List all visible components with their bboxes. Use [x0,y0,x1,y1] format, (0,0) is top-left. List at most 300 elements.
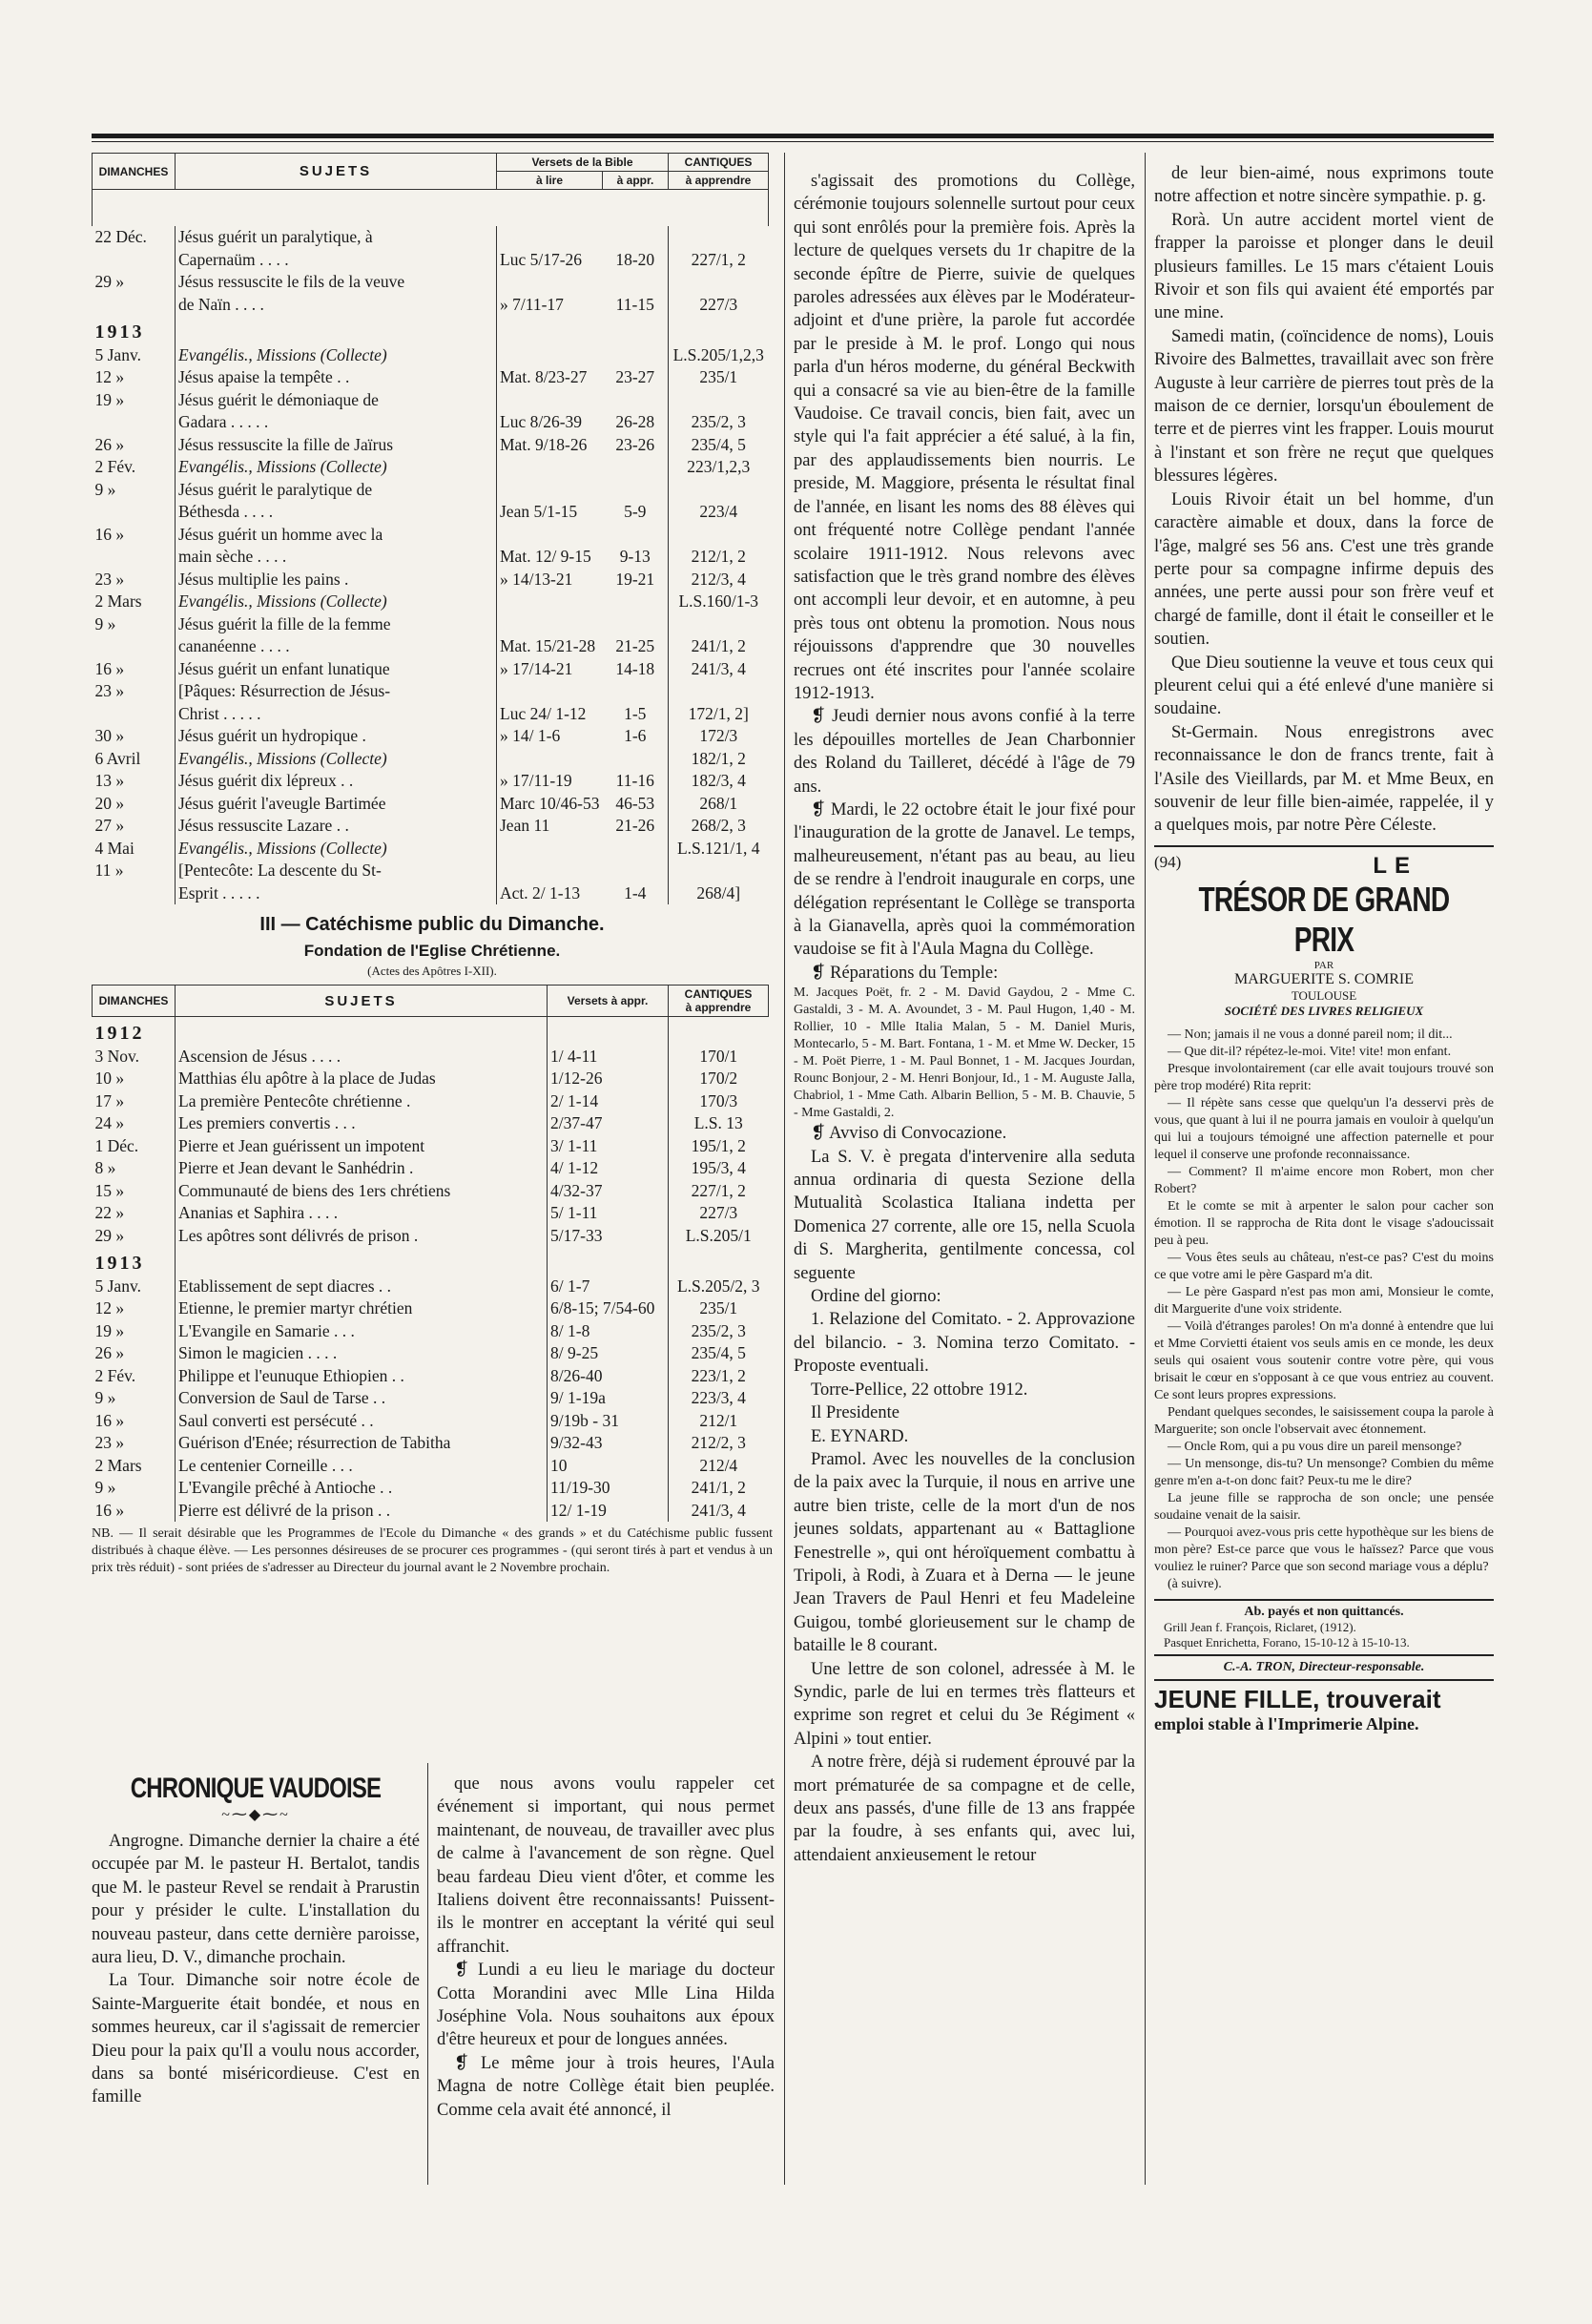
date-cell: 9 » [94,613,116,633]
date-cell: 9 » [94,1388,116,1407]
section-note: (Actes des Apôtres I-XII). [367,964,497,978]
date-cell: 1 Déc. [94,1135,139,1155]
hymn-cell: 268/4] [669,882,769,905]
paragraph: que nous avons voulu rappeler cet événement si important, qui nous permet maintenant, de nouveau, de travailler avec plus de calme à l'avancement de son règne. Quel beau fardeau Dieu vient d'ôter, et comme les Italiens doivent être reconnaissants! Puissent-ils le montrer en acceptant la vérité qui seul affranchit. [437,1774,775,1957]
verses-cell: 10 [550,1455,568,1475]
memorize-cell [603,344,669,367]
subject-cell: Etablissement de sept diacres . . [176,1276,548,1298]
verses-cell: 3/ 1-11 [550,1135,598,1155]
subject-cell: main sèche . . . . [176,546,497,569]
hymn-cell: 182/1, 2 [669,748,769,771]
hymn-cell: 241/1, 2 [669,635,769,658]
subject-cell: Christ . . . . . [176,703,497,726]
subject-cell: Le centenier Corneille . . . [176,1455,548,1478]
verses-cell: 9/32-43 [550,1433,603,1452]
date-cell: 20 » [94,793,125,813]
header-sujets: SUJETS [176,154,497,190]
memorize-cell [603,226,669,249]
reading-cell: Mat. 12/ 9-15 [500,547,591,566]
feuilleton-paragraph: — Un mensonge, dis-tu? Un mensonge? Combien du même genre m'en a-t-on donc fait? Peux-tu me le dire? [1154,1456,1494,1488]
hymn-cell: L.S.205/1,2,3 [669,344,769,367]
subject-cell: L'Evangile prêché à Antioche . . [176,1477,548,1500]
feuilleton-paragraph: Presque involontairement (car elle avait toujours trouvé son père trop modéré) Rita reprit: [1154,1061,1494,1093]
hymn-cell [669,479,769,502]
subject-cell: Saul converti est persécuté . . [176,1410,548,1433]
header-dimanches: DIMANCHES [93,986,176,1017]
subject-cell: La première Pentecôte chrétienne . [176,1090,548,1113]
verses-cell: 5/ 1-11 [550,1203,598,1222]
table-row [93,1180,769,1203]
memorize-cell: 1-5 [624,703,647,723]
subject-cell: Jésus guérit un paralytique, à [176,226,497,249]
feuilleton-paragraph: — Vous êtes seuls au château, n'est-ce pas? C'est du moins ce que votre ami le père Gaspard m'a dit. [1154,1250,1494,1282]
hymn-cell: L.S.121/1, 4 [669,838,769,861]
table-row [93,479,769,502]
hymn-cell: 241/3, 4 [669,658,769,681]
paragraph: ❡ Réparations du Temple: [811,963,999,983]
table-row [93,1320,769,1343]
subject-cell: Pierre et Jean guérissent un impotent [176,1135,548,1158]
table-row [93,770,769,793]
header-sujets: SUJETS [176,986,548,1017]
memorize-cell: 21-25 [615,636,655,655]
table-row [93,1225,769,1248]
date-cell: 15 » [94,1180,125,1200]
table-row [93,226,769,249]
memorize-cell [603,613,669,636]
reading-cell: Luc 8/26-39 [500,412,583,431]
subject-cell: Pierre est délivré de la prison . . [176,1500,548,1523]
column-divider [1145,153,1146,2185]
paragraph: ❡ Le même jour à trois heures, l'Aula Magna de notre Collège était bien peuplée. Comme cela avait été annoncé, il [437,2053,775,2120]
verses-cell: 12/ 1-19 [550,1500,607,1520]
hymn-cell [669,860,769,882]
verses-cell: 2/ 1-14 [550,1090,599,1110]
table-row [93,344,769,367]
hymn-cell: 182/3, 4 [669,770,769,793]
verses-cell: 11/19-30 [550,1478,610,1497]
table-row [93,456,769,479]
reading-cell [497,479,603,502]
hymn-cell: 235/1 [669,1297,769,1320]
date-cell: 27 » [94,816,125,835]
memorize-cell: 9-13 [619,547,651,566]
date-cell: 22 Déc. [94,227,147,246]
date-cell: 24 » [94,1113,125,1132]
header-a-lire: à lire [497,172,603,190]
feuilleton-paragraph: Et le comte se mit à arpenter le salon pour cacher son émotion. Il se rapprocha de Rita dont le visage s'adoucissait peu à peu. [1154,1198,1494,1248]
reading-cell [497,613,603,636]
paragraph: Pramol. Avec les nouvelles de la conclusion de la paix avec la Turquie, il nous en arrive une autre bien triste, celle de la mort d'un de nos jeunes soldats, appartenant au « Battaglione Fenestrelle », qui ont héroïquement combattu à Tripoli, à Rodi, à Zuara et à Derna — le jeune Jean Travers de Paul Henri et feu Madeleine Guigou, tombé glorieusement sur le champ de bataille le 8 courant. [794,1449,1135,1656]
chronique-col1 [92,1763,420,2183]
subject-cell: Béthesda . . . . [176,501,497,524]
reading-cell: » 14/13-21 [500,569,573,589]
top-rule-thin [92,141,1494,142]
notice-ab: Ab. payés et non quittancés. [1244,1604,1404,1619]
hymn-cell [669,680,769,703]
table-row [93,1500,769,1523]
subject-cell: Esprit . . . . . [176,882,497,905]
feuilleton-author: MARGUERITE S. COMRIE [1233,970,1414,987]
memorize-cell [603,479,669,502]
feuilleton-paragraph: — Pourquoi avez-vous pris cette hypothèque sur les biens de mon père? Est-ce parce que vous le haïssez? Parce que vous vouliez le ruiner? Parce que son second mariage vous a déplu? [1154,1525,1494,1574]
memorize-cell [603,591,669,613]
reading-cell: Mat. 15/21-28 [500,636,596,655]
hymn-cell: 172/1, 2] [669,703,769,726]
feuilleton-paragraph: — Il répète sans cesse que quelqu'un l'a desservi près de vous, que quant à lui il ne pourra jamais en vouloir à quelqu'un qui lui a toujours témoigné une affection paternelle et pour lequel il conserve une profonde reconnaissance. [1154,1095,1494,1162]
date-cell: 29 » [94,1225,125,1245]
reading-cell [497,226,603,249]
reading-cell: » 7/11-17 [500,294,564,314]
paragraph: ❡ Mardi, le 22 octobre était le jour fixé pour l'inauguration de la grotte de Janavel. Le temps, malheureusement, n'étant pas au beau, au lieu de se rendre à l'endroit inaugurale en corps, une délégation représentant le Collège se transporta à la Gianavella, après quoi la commémoration vaudoise se fit à l'Aula Magna du Collège. [794,799,1135,960]
table-row [93,1432,769,1455]
date-cell: 6 Avril [94,748,141,768]
table-row [93,249,769,272]
feuilleton-publisher: SOCIÉTÉ DES LIVRES RELIGIEUX [1224,1003,1424,1018]
paragraph: ❡ Jeudi dernier nous avons confié à la terre les dépouilles mortelles de Jean Charbonnier des Roland du Tailleret, décédé à l'âge de 79 ans. [794,707,1135,797]
date-cell [93,411,176,434]
paragraph: E. EYNARD. [811,1426,909,1446]
table-row [93,501,769,524]
memorize-cell: 11-15 [615,294,654,314]
hymn-cell [669,389,769,412]
table-row [93,1455,769,1478]
subject-cell: Pierre et Jean devant le Sanhédrin . [176,1157,548,1180]
table-row [93,271,769,294]
subject-cell: Jésus guérit l'aveugle Bartimée [176,793,497,816]
memorize-cell: 26-28 [615,412,655,431]
subject-cell: Jésus guérit un enfant lunatique [176,658,497,681]
hymn-cell: L.S.205/1 [669,1225,769,1248]
memorize-cell: 1-6 [624,726,647,745]
reading-cell [497,456,603,479]
verses-cell: 8/ 1-8 [550,1320,590,1340]
reading-cell [497,344,603,367]
table-row [93,1135,769,1158]
paragraph: Louis Rivoir était un bel homme, d'un caractère aimable et doux, dans la force de l'âge, malgré ses 56 ans. C'est une très grande perte pour sa compagne infirme depuis des années, une perte aussi pour son frère veuf et chargé de famille, dont il était le conseiller et le soutien. [1154,489,1494,650]
memorize-cell [603,748,669,771]
table-row [93,815,769,838]
date-cell: 16 » [94,1500,125,1520]
subject-cell: Jésus guérit le démoniaque de [176,389,497,412]
hymn-cell: 172/3 [669,725,769,748]
right-column [1154,162,1494,2185]
verses-cell: 4/ 1-12 [550,1158,599,1177]
date-cell [93,294,176,317]
subject-cell: Matthias élu apôtre à la place de Judas [176,1068,548,1090]
feuilleton-paragraph: — Voilà d'étranges paroles! On m'a donné à entendre que lui et Mme Corvietti étaient vos seuls amis en ce monde, les deux seuls qui osaient vous soutenir contre votre père, qui vous brisait le cœur en s'opposant à ce que vous entriez au couvent. Ce sont leurs propres expressions. [1154,1318,1494,1402]
reading-cell: Luc 5/17-26 [500,249,583,269]
date-cell: 10 » [94,1069,125,1088]
date-cell: 4 Mai [94,838,134,858]
header-a-appr: à appr. [603,172,669,190]
date-cell: 3 Nov. [94,1046,140,1066]
hymn-cell: 268/1 [669,793,769,816]
verses-cell: 8/ 9-25 [550,1343,599,1362]
hymn-cell: 227/1, 2 [669,1180,769,1203]
year-label: 1912 [94,1023,145,1044]
column-divider [784,153,785,2185]
hymn-cell: 212/1 [669,1410,769,1433]
hymn-cell: 235/2, 3 [669,411,769,434]
date-cell: 16 » [94,1410,125,1430]
header-cantiques: CANTIQUES [669,154,769,172]
year-label: 1913 [94,1253,145,1274]
feuilleton-paragraph: — Le père Gaspard n'est pas mon ami, Monsieur le comte, dit Marguerite d'une voix stridente. [1154,1284,1494,1317]
feuilleton-paragraph: La jeune fille se rapprocha de son oncle; une pensée soudaine venait de la saisir. [1154,1490,1494,1523]
paragraph: Torre-Pellice, 22 ottobre 1912. [811,1380,1028,1400]
date-cell: 9 » [94,1478,116,1497]
table-row [93,316,769,344]
date-cell: 12 » [94,1298,125,1318]
memorize-cell [603,680,669,703]
schedule-column [92,153,773,1765]
paragraph: ❡ Lundi a eu lieu le mariage du docteur Cotta Morandini avec Mlle Lina Hilda Joséphine Vola. Nous souhaitons aux époux d'être heureux et pour de longues années. [437,1961,775,2050]
memorize-cell: 1-4 [624,882,647,903]
date-cell [93,635,176,658]
hymn-cell [669,613,769,636]
table-row [93,838,769,861]
subject-cell: [Pâques: Résurrection de Jésus- [176,680,497,703]
reading-cell: Marc 10/46-53 [500,793,600,813]
paragraph: Que Dieu soutienne la veuve et tous ceux qui pleurent celui qui a été enlevé d'une manière si soudaine. [1154,653,1494,719]
news-column [794,170,1135,2183]
verses-cell: 9/ 1-19a [550,1388,606,1407]
divider [1154,845,1494,847]
chronique-title: CHRONIQUE VAUDOISE [130,1773,382,1804]
date-cell: 23 » [94,1433,125,1452]
subject-cell: Ananias et Saphira . . . . [176,1202,548,1225]
reading-cell: Jean 5/1-15 [500,502,578,521]
hymn-cell: 227/3 [669,1202,769,1225]
table-row [93,1017,769,1046]
date-cell: 17 » [94,1090,125,1110]
catechism-table [92,985,769,1522]
memorize-cell [603,838,669,861]
hymn-cell: 235/4, 5 [669,434,769,457]
memorize-cell: 21-26 [615,816,655,835]
verses-cell: 2/37-47 [550,1113,603,1132]
paragraph: Rorà. Un autre accident mortel vient de frapper la paroisse et plonger dans le deuil plusieurs familles. Le 15 mars c'étaient Louis Rivoir et son fils qui avaient été emportés par une mine. [1154,210,1494,323]
memorize-cell: 23-26 [615,434,655,454]
date-cell: 22 » [94,1203,125,1222]
date-cell: 12 » [94,367,125,386]
hymn-cell [669,524,769,547]
verses-cell: 8/26-40 [550,1365,603,1385]
header-versets: Versets de la Bible [497,154,669,172]
header-dimanches: DIMANCHES [93,154,176,190]
hymn-cell: 223/1,2,3 [669,456,769,479]
date-cell: 13 » [94,771,125,790]
table-row [93,860,769,882]
subject-cell: Communauté de biens des 1ers chrétiens [176,1180,548,1203]
hymn-cell: 170/3 [669,1090,769,1113]
jeune-fille-heading: JEUNE FILLE, trouverait [1154,1684,1441,1713]
chronique-col2 [437,1773,775,2183]
table-row [93,1112,769,1135]
subject-cell: Jésus guérit le paralytique de [176,479,497,502]
header-cantiques [669,986,769,1017]
date-cell: 19 » [94,1320,125,1340]
ornament: ~⁓◆⁓~ [221,1807,290,1823]
date-cell: 19 » [94,389,125,409]
date-cell [93,249,176,272]
verses-cell: 5/17-33 [550,1225,603,1245]
reading-cell: Luc 24/ 1-12 [500,703,587,723]
reading-cell [497,860,603,882]
hymn-cell: 227/1, 2 [669,249,769,272]
feuilleton-par: PAR [1313,959,1334,971]
memorize-cell: 19-21 [615,569,655,589]
memorize-cell [603,860,669,882]
paragraph: 1. Relazione del Comitato. - 2. Approvazione del bilancio. - 3. Nomina terzo Comitato. - Proposte eventuali. [794,1310,1135,1377]
hymn-cell: 235/2, 3 [669,1320,769,1343]
table-row [93,882,769,905]
paragraph: ❡ Avviso di Convocazione. [811,1124,1007,1144]
sunday-school-table [92,153,769,904]
hymn-cell: 223/4 [669,501,769,524]
date-cell: 30 » [94,726,125,745]
reading-cell [497,838,603,861]
notice-line: Pasquet Enrichetta, Forano, 15-10-12 à 15-10-13. [1164,1634,1410,1650]
date-cell: 16 » [94,658,125,678]
table-row [93,1297,769,1320]
hymn-cell: 227/3 [669,294,769,317]
year-label: 1913 [94,322,145,342]
subject-cell: de Naïn . . . . [176,294,497,317]
hymn-cell: L.S. 13 [669,1112,769,1135]
subject-cell: Gadara . . . . . [176,411,497,434]
hymn-cell: 235/4, 5 [669,1342,769,1365]
date-cell: 8 » [94,1158,116,1177]
hymn-cell: 235/1 [669,366,769,389]
table-row [93,635,769,658]
header-a-apprendre: à apprendre [685,1001,752,1014]
subject-cell: cananéenne . . . . [176,635,497,658]
date-cell: 2 Mars [94,1455,142,1475]
table-row [93,1276,769,1298]
feuilleton-paragraph: — Oncle Rom, qui a pu vous dire un pareil mensonge? [1168,1439,1462,1454]
table-row [93,613,769,636]
subject-cell: Philippe et l'eunuque Ethiopien . . [176,1365,548,1388]
hymn-cell: 268/2, 3 [669,815,769,838]
table-row [93,569,769,591]
reading-cell: » 17/14-21 [500,658,573,678]
hymn-cell: L.S.160/1-3 [669,591,769,613]
hymn-cell: 170/2 [669,1068,769,1090]
subject-cell: Jésus ressuscite le fils de la veuve [176,271,497,294]
reading-cell: » 14/ 1-6 [500,726,561,745]
table-row [93,748,769,771]
feuilleton-head [1154,853,1494,880]
subject-cell: Evangélis., Missions (Collecte) [176,748,497,771]
memorize-cell [603,271,669,294]
table-row [93,680,769,703]
table-row [93,546,769,569]
reading-cell: Mat. 9/18-26 [500,434,588,454]
table-row [93,389,769,412]
header-cantiques-label: CANTIQUES [684,987,753,1001]
table-row [93,294,769,317]
date-cell [93,546,176,569]
memorize-cell: 18-20 [615,249,655,269]
memorize-cell [603,389,669,412]
subject-cell: Jésus guérit la fille de la femme [176,613,497,636]
subject-cell: L'Evangile en Samarie . . . [176,1320,548,1343]
paragraph: A notre frère, déjà si rudement éprouvé par la mort prématurée de sa compagne et de celle, deux ans passés, d'une fille de 13 ans frappée par la foudre, à ses enfants qui, avec lui, attendaient anxieusement le retour [794,1753,1135,1865]
table-row [93,703,769,726]
verses-cell: 6/ 1-7 [550,1276,590,1296]
reading-cell [497,680,603,703]
memorize-cell: 5-9 [624,502,647,521]
nb-note: NB. — Il serait désirable que les Programmes de l'Ecole du Dimanche « des grands » et du Catéchisme public fussent distribués à chaque élève. — Les personnes désireuses de se procurer ces programmes - (qui seront tirés à part et vendus à un prix très réduit) - sont priées de s'adresser au Directeur du journal avant le 2 Novembre prochain. [92,1526,773,1575]
paragraph: La Tour. Dimanche soir notre école de Sainte-Marguerite était bondée, et nous en sommes heureux, car il s'agissait de remercier Dieu pour la paix qu'Il a voulu nous accorder, dans sa bonté miséricordieuse. C'est en famille [92,1971,420,2107]
date-cell: 5 Janv. [94,1276,141,1296]
paragraph: Une lettre de son colonel, adressée à M. le Syndic, parle de lui en termes très flatteurs et exprime son regret et celui du 3e Régiment « Alpini » tout entier. [794,1659,1135,1749]
hymn-cell: 212/4 [669,1455,769,1478]
subject-cell: Les apôtres sont délivrés de prison . [176,1225,548,1248]
reading-cell [497,524,603,547]
table-row [93,1157,769,1180]
hymn-cell: 212/3, 4 [669,569,769,591]
date-cell: 29 » [94,272,125,291]
subject-cell: Etienne, le premier martyr chrétien [176,1297,548,1320]
reading-cell [497,389,603,412]
table-row [93,793,769,816]
subject-cell: Jésus apaise la tempête . . [176,366,497,389]
hymn-cell: 170/1 [669,1046,769,1069]
section-subtitle: Fondation de l'Eglise Chrétienne. [303,942,561,960]
date-cell: 26 » [94,1343,125,1362]
divider [1154,1679,1494,1681]
table-row [93,1202,769,1225]
feuilleton-le: LE [1373,852,1417,879]
paragraph: s'agissait des promotions du Collège, cérémonie toujours solennelle surtout pour ceux qui sont enrôlés pour la première fois. Après la lecture de quelques versets du 1r chapitre de la seconde épître de Pierre, suivie de quelques paroles adressées aux élèves par le Modérateur-adjoint et d'une prière, la parole fut accordée par le preside à M. le prof. Longo qui nous parla d'un héros moderne, du général Beckwith qui a consacré sa vie au bien-être de la famille Vaudoise. Ce travail concis, bien fait, avec un style qui l'a fait apprécier a été salué, à la fin, par des applaudissements bien nourris. Le preside, M. Maggiore, présenta le résultat final de l'année, en lisant les noms des 88 élèves qui ont fréquenté notre Collège pendant l'année scolaire 1911-1912. Nous relevons avec satisfaction que le très grand nombre des élèves ont accompli leur devoir, et en automne, à peu près tous ont obtenu la promotion. Nous nous réjouissons d'apprendre que 30 nouvelles recrues ont été inscrites pour l'année scolaire 1912-1913. [794,172,1135,703]
paragraph: Il Presidente [811,1403,899,1423]
hymn-cell: 212/2, 3 [669,1432,769,1455]
notice-line: Grill Jean f. François, Riclaret, (1912). [1164,1619,1356,1634]
date-cell [93,703,176,726]
paragraph: Samedi matin, (coïncidence de noms), Louis Rivoire des Balmettes, travaillait avec son frère Auguste à leur carrière de pierres tout près de la maison de ce dernier, lorsqu'un éboulement de terre et de pierres vint les frapper. Louis mourut à l'instant et son frère ne reçut que quelques blessures légères. [1154,326,1494,487]
subject-cell: Jésus ressuscite Lazare . . [176,815,497,838]
subject-cell: Guérison d'Enée; résurrection de Tabitha [176,1432,548,1455]
table-row [93,411,769,434]
date-cell: 16 » [94,524,125,544]
verses-cell: 1/12-26 [550,1069,603,1088]
subject-cell: Evangélis., Missions (Collecte) [176,344,497,367]
subject-cell: Les premiers convertis . . . [176,1112,548,1135]
subject-cell: Capernaüm . . . . [176,249,497,272]
hymn-cell: 241/1, 2 [669,1477,769,1500]
table-row [93,1247,769,1276]
table-row [93,1068,769,1090]
table-row [93,366,769,389]
section-title: III — Catéchisme public du Dimanche. [259,914,605,935]
subject-cell: Jésus guérit dix lépreux . . [176,770,497,793]
subject-cell: Jésus ressuscite la fille de Jaïrus [176,434,497,457]
subject-cell: Jésus guérit un hydropique . [176,725,497,748]
reading-cell [497,271,603,294]
feuilleton-city: TOULOUSE [1291,987,1357,1003]
header-versets: Versets à appr. [548,986,669,1017]
verses-cell: 4/32-37 [550,1180,603,1200]
feuilleton-title: TRÉSOR DE GRAND PRIX [1198,879,1450,959]
subject-cell: Evangélis., Missions (Collecte) [176,456,497,479]
hymn-cell [669,271,769,294]
date-cell: 11 » [94,861,124,880]
subject-cell: Evangélis., Missions (Collecte) [176,591,497,613]
date-cell: 2 Mars [94,591,142,611]
